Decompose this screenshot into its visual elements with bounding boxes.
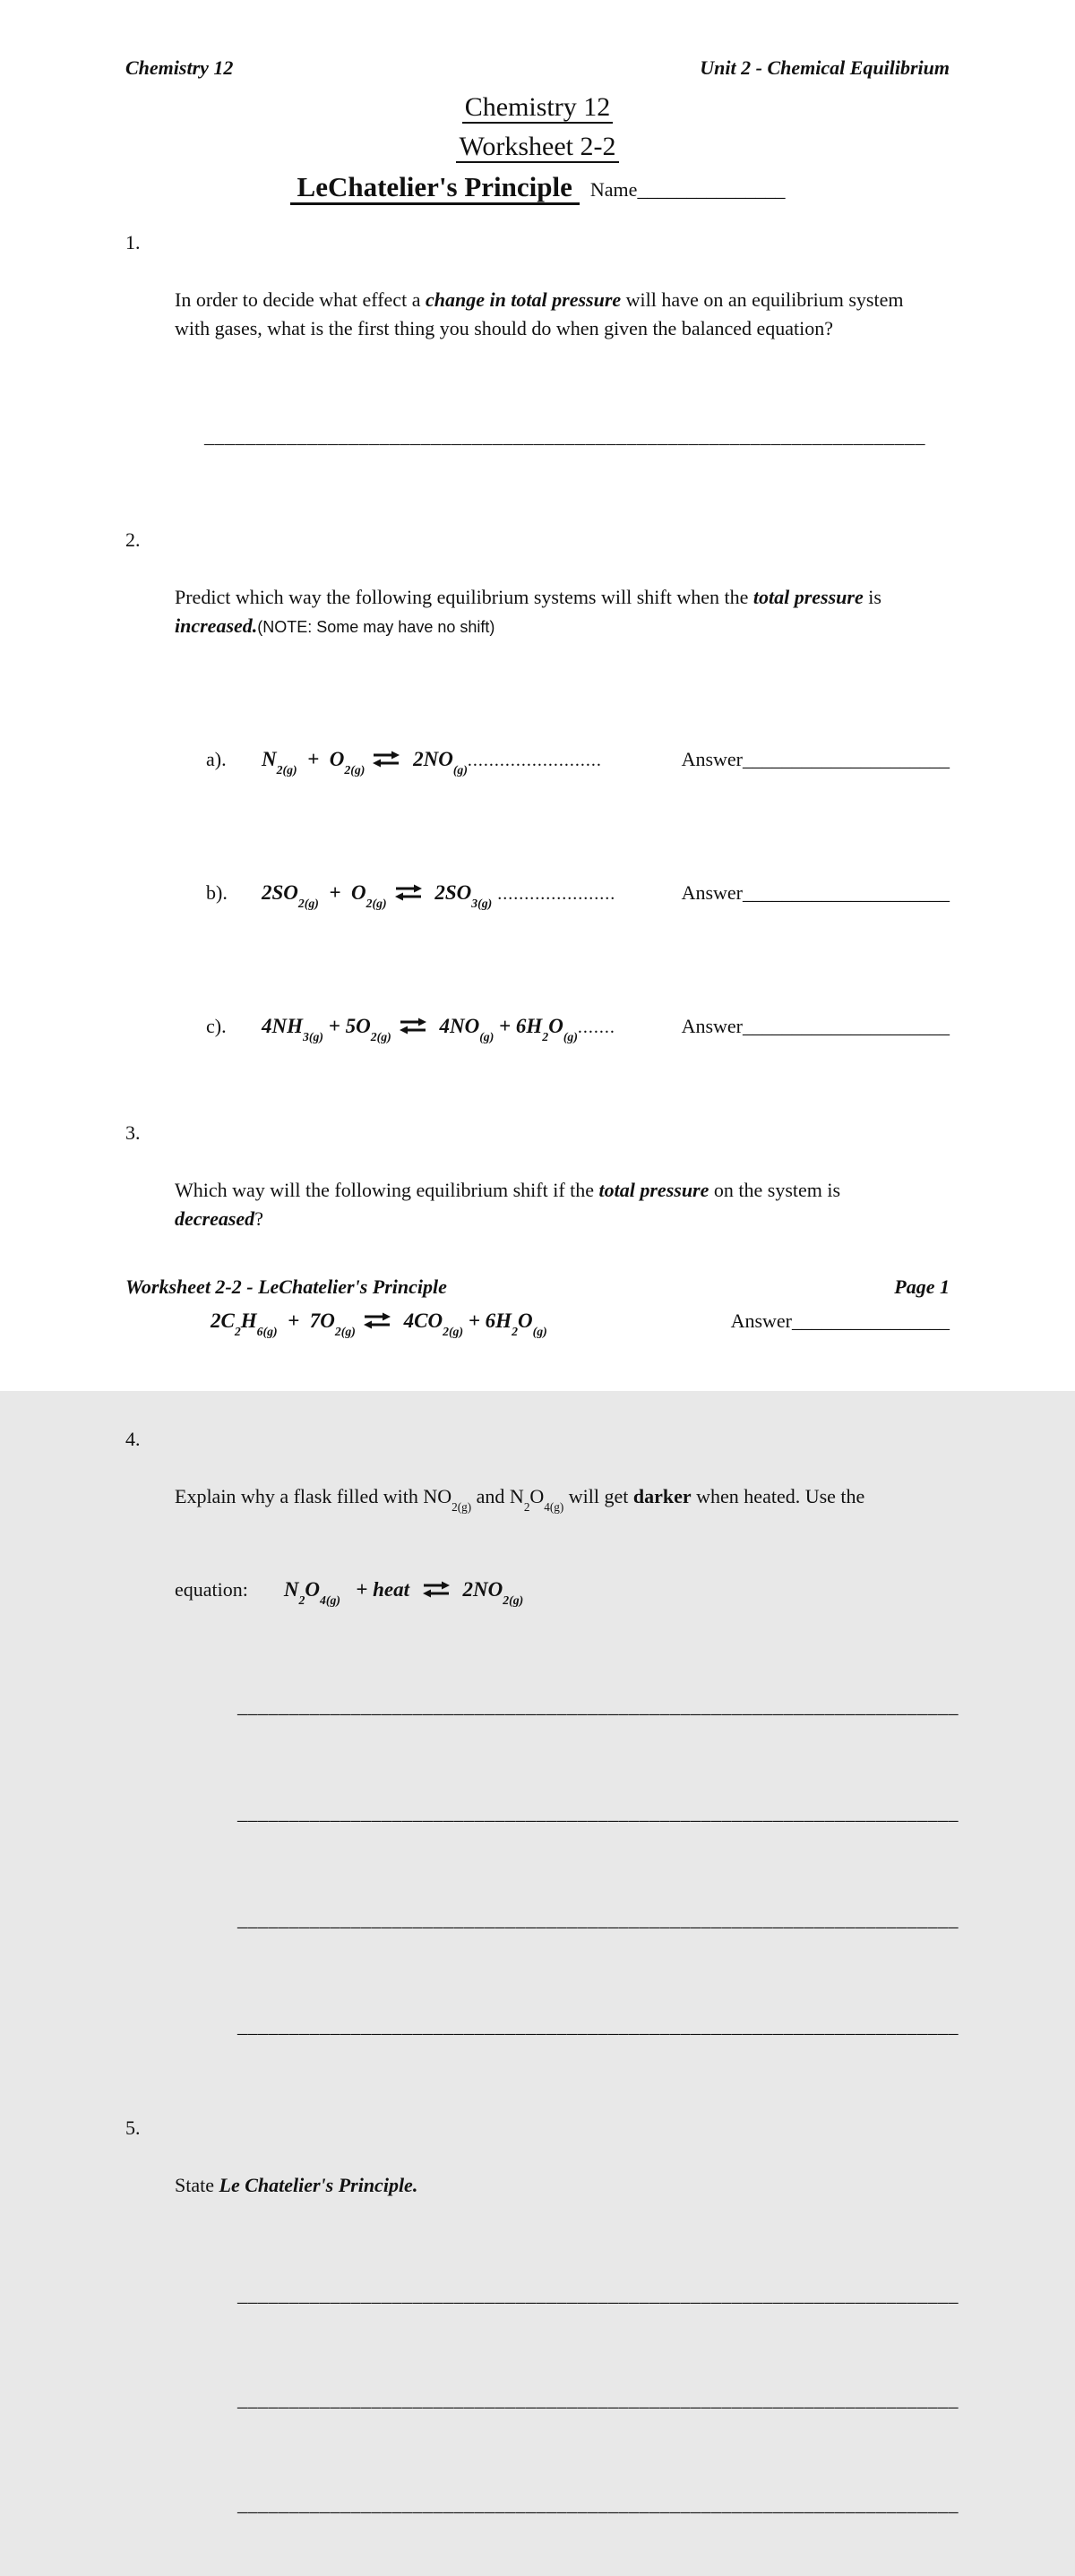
question-3-number: 3. — [125, 1121, 141, 1144]
question-1 — [125, 228, 950, 508]
equilibrium-arrow-icon — [394, 879, 423, 907]
equilibrium-arrow-icon — [399, 1012, 427, 1041]
question-3-body — [175, 1119, 950, 1393]
question-4-equation-label: equation: — [175, 1578, 248, 1601]
title-course-text: Chemistry 12 — [462, 92, 614, 124]
footer-worksheet-title: Worksheet 2-2 - LeChatelier's Principle — [125, 1275, 447, 1298]
item-c-answer — [682, 1012, 950, 1041]
question-5-text: State Le Chatelier's Principle. — [175, 2174, 418, 2196]
question-1-body — [175, 228, 950, 508]
equilibrium-arrow-icon — [422, 1576, 451, 1604]
question-4-equation: $N_2O_{4(g)}$ + heat $2NO_{2(g)}$ — [284, 1576, 523, 1604]
item-a-equation: $N_{2(g)} + O_{2(g)}$ $2NO_{(g)}$......................... — [262, 745, 602, 775]
item-b-answer — [682, 879, 950, 907]
item-b-label: b). — [206, 881, 228, 904]
footer-page-number: Page 1 — [894, 1275, 950, 1298]
item-c-answer-blank: _____________________ — [743, 1015, 950, 1037]
question-3-text: Which way will the following equilibrium shift if the total pressure on the system is decreased? — [175, 1179, 841, 1230]
question-4-text: Explain why a flask filled with $NO_{2(g)}$ and $N_2O_{4(g)}$ will get darker when heated. Use the — [175, 1485, 865, 1514]
question-3-equation-row — [175, 1307, 950, 1339]
item-a-answer-label: Answer — [681, 748, 743, 770]
question-5-answer-line: ______________________________________________________________________ — [237, 2388, 959, 2410]
equilibrium-arrow-icon — [363, 1307, 391, 1335]
question-4-answer-line: ______________________________________________________________________ — [237, 2014, 959, 2037]
item-c-answer-label: Answer — [681, 1015, 743, 1037]
question-4-answer-line: ______________________________________________________________________ — [237, 1695, 959, 1717]
item-b-answer-label: Answer — [681, 881, 743, 904]
page-footer — [125, 1275, 950, 1299]
question-3-answer-label: Answer — [730, 1309, 792, 1332]
question-5-number: 5. — [125, 2117, 141, 2139]
question-2-text: Predict which way the following equilibrium systems will shift when the total pressure is increased.(NOTE: Some may have no shift) — [175, 586, 882, 637]
question-4-answer-line: ______________________________________________________________________ — [237, 1801, 959, 1824]
item-a-label: a). — [206, 748, 227, 770]
question-2-number: 2. — [125, 528, 141, 551]
question-3 — [125, 1119, 950, 1393]
title-worksheet-text: Worksheet 2-2 — [456, 132, 618, 163]
title-line-course — [125, 88, 950, 127]
question-4-body — [175, 1425, 959, 2098]
title-line-main — [125, 167, 950, 210]
question-4-equation-row — [175, 1576, 959, 1611]
page-title: LeChatelier's Principle — [290, 171, 580, 205]
question-4-number: 4. — [125, 1428, 141, 1450]
question-3-equation: $2C_2H_{6(g)} + 7O_{2(g)}$ $4CO_{2(g)} + 6H_2O_{(g)}$ — [211, 1307, 547, 1335]
item-b-answer-blank: _____________________ — [743, 881, 950, 904]
title-block — [125, 88, 950, 210]
question-2 — [125, 526, 950, 1099]
name-label: Name — [589, 178, 638, 201]
question-3-answer — [731, 1307, 950, 1335]
question-1-text: In order to decide what effect a change in total pressure will have on an equilibrium system with gases, what is the first thing you should do when given the balanced equation? — [175, 288, 904, 339]
name-blank: _______________ — [637, 178, 786, 201]
question-5-answer-line: ______________________________________________________________________ — [237, 2493, 959, 2515]
item-a-answer-blank: _____________________ — [743, 748, 950, 770]
question-2-item-a — [175, 745, 950, 775]
question-4 — [125, 1425, 959, 2098]
item-b-equation: $2SO_{2(g)} + O_{2(g)}$ $2SO_{3(g)}$ ...................... — [262, 879, 615, 908]
question-3-answer-blank: ________________ — [792, 1309, 950, 1332]
question-1-number: 1. — [125, 231, 141, 253]
running-header — [125, 56, 950, 81]
equilibrium-arrow-icon — [372, 745, 400, 774]
name-field — [590, 178, 786, 201]
header-unit: Unit 2 - Chemical Equilibrium — [700, 56, 950, 79]
item-a-answer — [682, 745, 950, 774]
header-course: Chemistry 12 — [125, 56, 234, 79]
item-c-label: c). — [206, 1015, 227, 1037]
question-4-answer-line: ______________________________________________________________________ — [237, 1908, 959, 1930]
question-5-answer-line: ______________________________________________________________________ — [237, 2283, 959, 2306]
question-2-item-c — [175, 1012, 950, 1042]
item-c-equation: $4NH_{3(g)} + 5O_{2(g)}$ $4NO_{(g)} + 6H_2O_{(g)}$....... — [262, 1012, 615, 1042]
title-line-worksheet — [125, 127, 950, 167]
question-2-item-b — [175, 879, 950, 911]
question-1-answer-blank: ______________________________________________________________________ — [204, 425, 925, 447]
question-5-body — [175, 2114, 959, 2576]
question-5 — [125, 2114, 959, 2576]
question-2-body — [175, 526, 950, 1099]
